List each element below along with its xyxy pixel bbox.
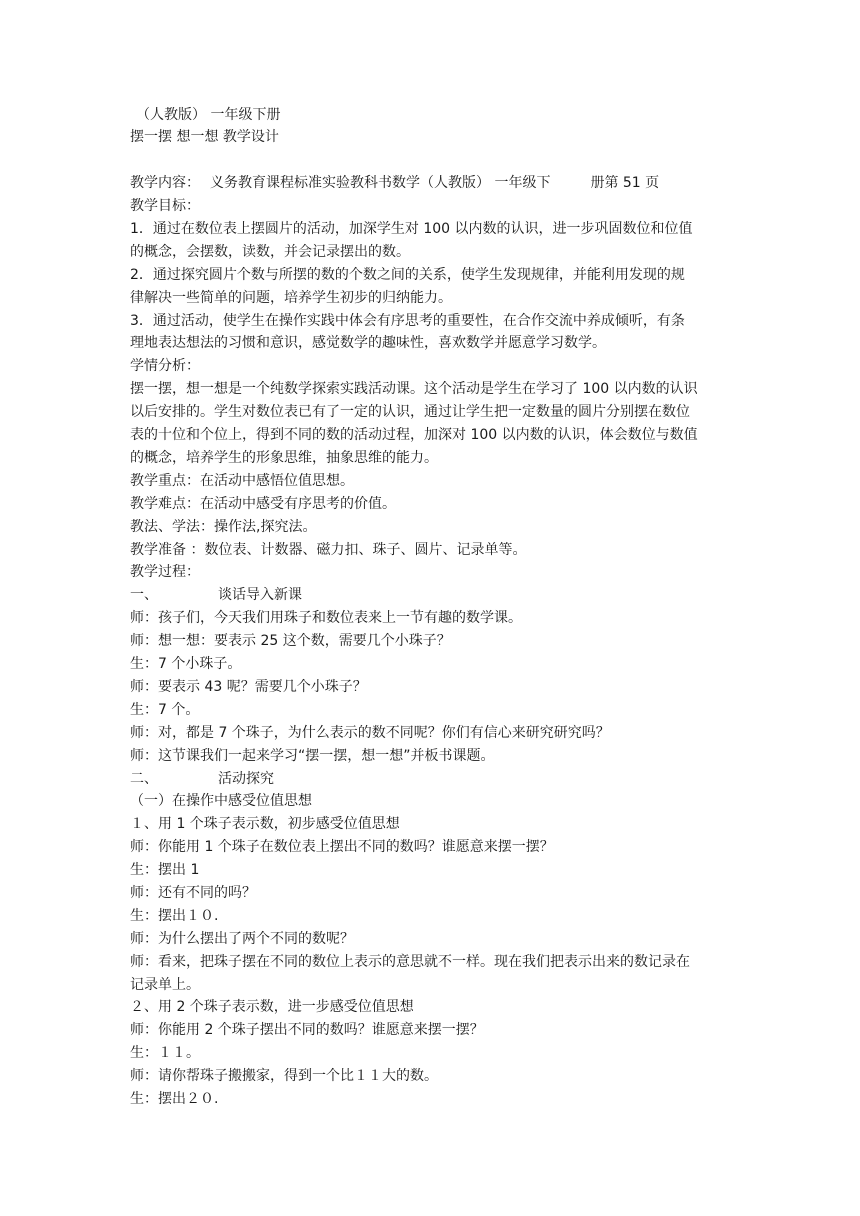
dialogue-line: 师：孩子们，今天我们用珠子和数位表来上一节有趣的数学课。 xyxy=(130,610,522,626)
section-1-number: 一、 xyxy=(130,587,158,603)
preparation: 教学准备 ：数位表、计数器、磁力扣、珠子、圆片、记录单等。 xyxy=(130,542,527,558)
section-2-heading xyxy=(130,770,274,788)
dialogue-line: 师：看来，把珠子摆在不同的数位上表示的意思就不一样。现在我们把表示出来的数记录在 xyxy=(130,954,690,970)
section-1-title: 谈话导入新课 xyxy=(218,587,302,603)
analysis-line-4: 的概念，培养学生的形象思维，抽象思维的能力。 xyxy=(130,450,438,466)
teaching-content-page: 册第 51 页 xyxy=(590,175,660,191)
dialogue-line: 生：摆出 1 xyxy=(130,862,200,878)
objective-2-line-1: 2．通过探究圆片个数与所摆的数的个数之间的关系，使学生发现规律，并能利用发现的规 xyxy=(130,267,685,283)
dialogue-line: 师：为什么摆出了两个不同的数呢？ xyxy=(130,931,354,947)
dialogue-line: 师：这节课我们一起来学习“摆一摆，想一想”并板书课题。 xyxy=(130,748,495,764)
key-point: 教学重点：在活动中感悟位值思想。 xyxy=(130,473,354,489)
subsection-heading: （一）在操作中感受位值思想 xyxy=(130,793,312,809)
analysis-line-3: 表的十位和个位上，得到不同的数的活动过程，加深对 100 以内数的认识，体会数位与数值 xyxy=(130,427,698,443)
analysis-heading: 学情分析： xyxy=(130,358,200,374)
objectives-heading: 教学目标： xyxy=(130,198,200,214)
dialogue-line: 生：摆出１０. xyxy=(130,908,219,924)
dialogue-line: 师：想一想：要表示 25 这个数，需要几个小珠子？ xyxy=(130,633,451,649)
dialogue-line: 师：对，都是 7 个珠子，为什么表示的数不同呢？你们有信心来研究研究吗？ xyxy=(130,725,610,741)
step-1-heading: １、用 1 个珠子表示数，初步感受位值思想 xyxy=(130,816,400,832)
objective-3-line-1: 3．通过活动，使学生在操作实践中体会有序思考的重要性，在合作交流中养成倾听，有条 xyxy=(130,313,685,329)
teaching-content-line xyxy=(130,174,659,192)
analysis-line-2: 以后安排的。学生对数位表已有了一定的认识，通过让学生把一定数量的圆片分别摆在数位 xyxy=(130,404,690,420)
dialogue-line: 师：请你帮珠子搬搬家，得到一个比１１大的数。 xyxy=(130,1068,438,1084)
objective-3-line-2: 理地表达想法的习惯和意识，感觉数学的趣味性，喜欢数学并愿意学习数学。 xyxy=(130,335,606,351)
dialogue-line: 生：摆出２０. xyxy=(130,1091,219,1107)
dialogue-line: 生：１１。 xyxy=(130,1045,200,1061)
methods: 教法、学法：操作法,探究法。 xyxy=(130,519,317,535)
teaching-content-value: 义务教育课程标准实验教科书数学（人教版） 一年级下 xyxy=(210,175,551,191)
document-title: 摆一摆 想一想 教学设计 xyxy=(130,129,279,145)
objective-2-line-2: 律解决一些简单的问题，培养学生初步的归纳能力。 xyxy=(130,290,452,306)
dialogue-line: 师：要表示 43 呢？需要几个小珠子？ xyxy=(130,679,367,695)
edition-line: （人教版） 一年级下册 xyxy=(136,107,281,123)
dialogue-line: 师：你能用 1 个珠子在数位表上摆出不同的数吗？谁愿意来摆一摆？ xyxy=(130,839,554,855)
objective-1-line-2: 的概念，会摆数，读数，并会记录摆出的数。 xyxy=(130,244,410,260)
dialogue-line: 生：7 个小珠子。 xyxy=(130,656,242,672)
objective-1-line-1: 1．通过在数位表上摆圆片的活动，加深学生对 100 以内数的认识，进一步巩固数位和位值 xyxy=(130,221,693,237)
teaching-content-label: 教学内容： xyxy=(130,175,200,191)
process-heading: 教学过程： xyxy=(130,564,200,580)
dialogue-line: 记录单上。 xyxy=(130,977,200,993)
section-1-heading xyxy=(130,586,302,604)
dialogue-line: 生：7 个。 xyxy=(130,702,200,718)
dialogue-line: 师：还有不同的吗？ xyxy=(130,885,256,901)
difficulty: 教学难点：在活动中感受有序思考的价值。 xyxy=(130,496,396,512)
section-2-title: 活动探究 xyxy=(218,771,274,787)
dialogue-line: 师：你能用 2 个珠子摆出不同的数吗？谁愿意来摆一摆？ xyxy=(130,1022,484,1038)
step-2-heading: ２、用 2 个珠子表示数，进一步感受位值思想 xyxy=(130,999,414,1015)
section-2-number: 二、 xyxy=(130,771,158,787)
analysis-line-1: 摆一摆，想一想是一个纯数学探索实践活动课。这个活动是学生在学习了 100 以内数的认识 xyxy=(130,381,698,397)
